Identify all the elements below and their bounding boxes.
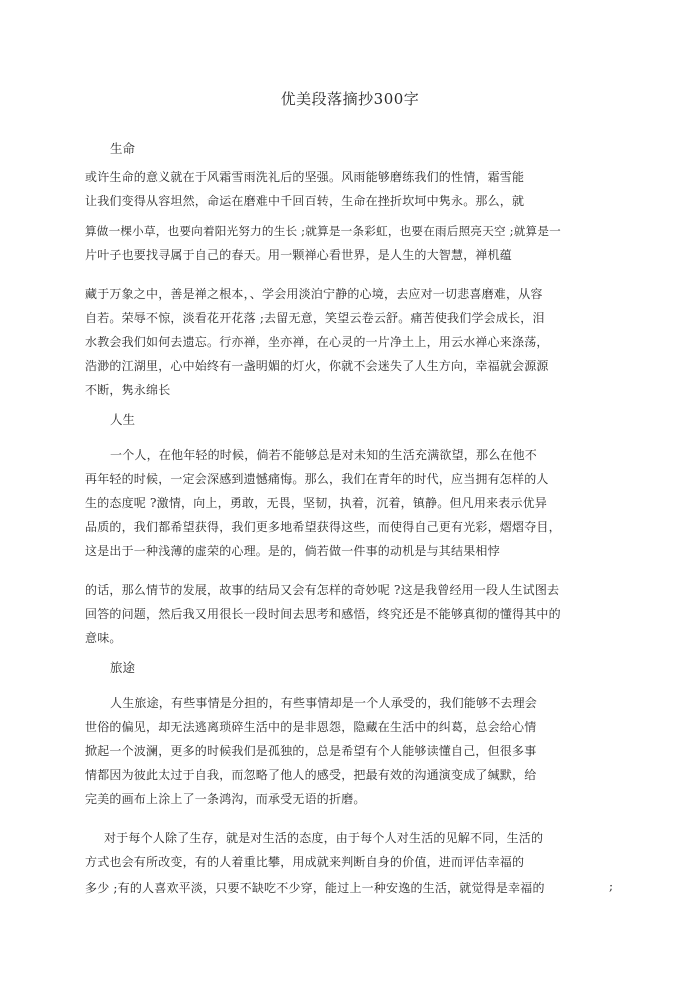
paragraph-line: 人生旅途，有些事情是分担的，有些事情却是一个人承受的，我们能够不去理会 [110, 696, 538, 710]
trailing-punctuation: ; [609, 879, 614, 893]
paragraph-line: 自若。荣辱不惊，淡看花开花落 ;去留无意，笑望云卷云舒。痛苦使我们学会成长，泪 [85, 311, 545, 325]
paragraph-line: 再年轻的时候，一定会深感到遗憾痛悔。那么，我们在青年的时代，应当拥有怎样的人 [85, 472, 549, 486]
paragraph-line: 对于每个人除了生存，就是对生活的态度，由于每个人对生活的见解不同，生活的 [104, 831, 544, 845]
paragraph-line: 世俗的偏见，却无法逃离琐碎生活中的是非恩怨，隐藏在生活中的纠葛，总会给心情 [85, 720, 537, 734]
paragraph-line: 浩渺的江湖里，心中始终有一盏明媚的灯火，你就不会迷失了人生方向，幸福就会源源 [85, 359, 549, 373]
paragraph-line: 让我们变得从容坦然，命运在磨难中千回百转，生命在挫折坎坷中隽永。那么，就 [85, 194, 525, 208]
page-title: 优美段落摘抄300字 [280, 90, 420, 108]
paragraph-line: 品质的，我们都希望获得，我们更多地希望获得这些，而使得自己更有光彩，熠熠夺目， [85, 520, 561, 534]
paragraph-line: 多少 ;有的人喜欢平淡，只要不缺吃不少穿，能过上一种安逸的生活，就觉得是幸福的 [85, 881, 545, 895]
paragraph-line: 回答的问题，然后我又用很长一段时间去思考和感悟，终究还是不能够真彻的懂得其中的 [85, 607, 561, 621]
paragraph-line: 一个人，在他年轻的时候，倘若不能够总是对未知的生活充满欲望，那么在他不 [110, 448, 538, 462]
paragraph-line: 情都因为彼此太过于自我，而忽略了他人的感受，把最有效的沟通演变成了缄默，给 [85, 768, 537, 782]
paragraph-line: 不断，隽永绵长 [85, 383, 171, 397]
paragraph-line: 片叶子也要找寻属于自己的春天。用一颗禅心看世界，是人生的大智慧，禅机蕴 [85, 248, 513, 262]
paragraph-line: 的话，那么情节的发展，故事的结局又会有怎样的奇妙呢 ?这是我曾经用一段人生试图去 [85, 583, 560, 597]
paragraph-line: 完美的画布上涂上了一条鸿沟，而承受无语的折磨。 [85, 792, 366, 806]
paragraph-line: 方式也会有所改变，有的人着重比攀，用成就来判断自身的价值，进而评估幸福的 [85, 855, 525, 869]
paragraph-line: 掀起一个波澜，更多的时候我们是孤独的，总是希望有个人能够读懂自己，但很多事 [85, 744, 537, 758]
paragraph-line: 这是出于一种浅薄的虚荣的心理。是的，倘若做一件事的动机是与其结果相悖 [85, 544, 500, 558]
section-heading-life: 生命 [110, 141, 136, 156]
paragraph-line: 生的态度呢 ?激情，向上，勇敢，无畏，坚韧，执着，沉着，镇静。但凡用来表示优异 [85, 496, 548, 510]
paragraph-line: 算做一棵小草，也要向着阳光努力的生长 ;就算是一条彩虹，也要在雨后照亮天空 ;就算是一 [85, 224, 561, 238]
paragraph-line: 藏于万象之中，善是禅之根本，、学会用淡泊宁静的心境，去应对一切悲喜磨难，从容 [85, 287, 543, 301]
paragraph-line: 或许生命的意义就在于风霜雪雨洗礼后的坚强。风雨能够磨练我们的性情，霜雪能 [85, 170, 525, 184]
section-heading-life-journey: 人生 [110, 412, 136, 427]
section-heading-journey: 旅途 [110, 660, 136, 675]
paragraph-line: 意味。 [85, 631, 122, 645]
paragraph-line: 水教会我们如何去遗忘。行亦禅，坐亦禅，在心灵的一片净土上，用云水禅心来涤荡， [85, 335, 549, 349]
